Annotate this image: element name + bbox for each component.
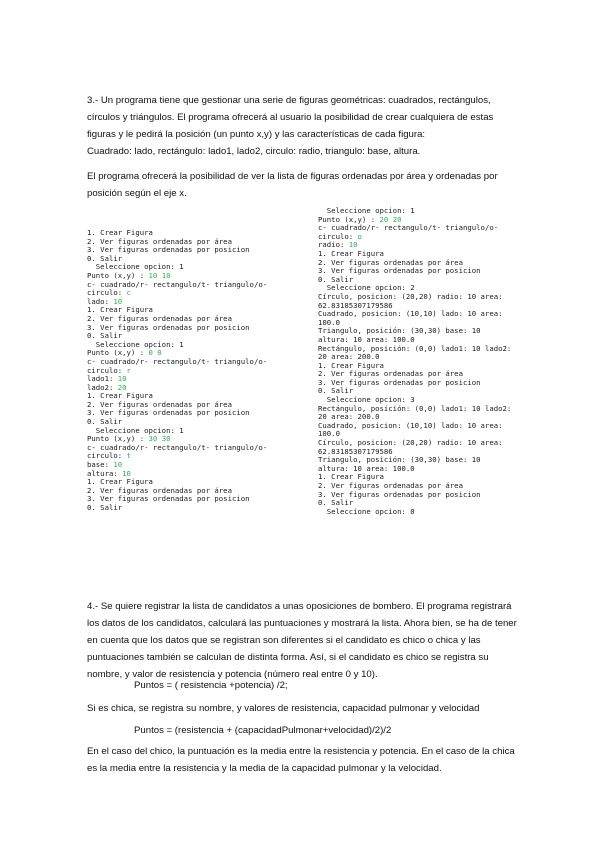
console-line: 1. Crear Figura [87,391,153,401]
console-line: 20 area: 200.0 [318,352,380,362]
console-line: Rectángulo, posición: (0,0) lado1: 10 lado2: [318,343,512,353]
console-line: 1. Crear Figura [87,305,153,315]
console-line: 0. Salir [87,503,123,512]
console-line: Punto (x,y) : 30 30 [87,434,171,444]
console-line: Triangulo, posición: (30,30) base: 10 [318,326,481,336]
console-line: 62.83185307179586 [318,446,393,456]
console-line: Seleccione opcion: 1 [87,262,184,272]
console-line: Seleccione opcion: 1 [318,206,415,215]
console-line: Cuadrado, posicion: (10,10) lado: 10 area: [318,309,503,319]
console-line: circulo: t [87,451,131,461]
exercise-3-listing-requirement: El programa ofrecerá la posibilidad de ver la lista de figuras ordenadas por área y ordenadas por posición según el eje x. [87,171,498,199]
exercise-4-chica-data: Si es chica, se registra su nombre, y valores de resistencia, capacidad pulmonar y velocidad [87,703,480,714]
console-line: Seleccione opcion: 0 [318,506,415,516]
console-line: circulo: r [87,365,131,375]
exercise-4-scoring-explanation: En el caso del chico, la puntuación es la media entre la resistencia y potencia. En el caso de la chica es la media entre la resistencia y la media de la capacidad pulmonar y la velocidad. [87,746,515,774]
console-line: 20 area: 200.0 [318,412,380,422]
console-line: Seleccione opcion: 1 [87,339,184,349]
formula-chico: Puntos = ( resistencia +potencia) /2; [134,680,288,691]
console-line: Círculo, posicion: (20,20) radio: 10 area: [318,438,503,448]
console-line: Punto (x,y) : 20 20 [318,214,402,224]
console-line: 2. Ver figuras ordenadas por área [318,369,463,379]
console-line: 1. Crear Figura [318,248,384,258]
console-line: 1. Crear Figura [87,477,153,487]
console-line: 1. Crear Figura [318,472,384,482]
console-line: Seleccione opcion: 3 [318,395,415,405]
console-line: 2. Ver figuras ordenadas por área [318,481,463,490]
console-line: 2. Ver figuras ordenadas por área [318,257,463,267]
console-line: 0. Salir [318,274,354,284]
console-line: 0. Salir [87,331,123,341]
console-line: circulo: o [318,231,362,241]
console-line: altura: 10 area: 100.0 [318,334,415,344]
console-line: 0. Salir [318,386,354,396]
console-line: radio: 10 [318,240,358,250]
console-line: c- cuadrado/r- rectangulo/t- triangulo/o- [87,279,268,289]
console-line: circulo: c [87,288,131,298]
console-line: 3. Ver figuras ordenadas por posicion [318,377,481,387]
console-line: 3. Ver figuras ordenadas por posicion [87,494,250,504]
console-line: c- cuadrado/r- rectangulo/t- triangulo/o- [318,223,499,233]
console-line: altura: 10 [87,468,131,478]
console-line: Seleccione opcion: 2 [318,283,415,293]
console-line: 100.0 [318,317,340,327]
console-line: lado2: 20 [87,382,127,392]
console-line: 2. Ver figuras ordenadas por área [87,236,232,246]
console-line: c- cuadrado/r- rectangulo/t- triangulo/o- [87,442,268,452]
console-line: 0. Salir [87,417,123,427]
console-line: altura: 10 area: 100.0 [318,463,415,473]
console-line: Círculo, posicion: (20,20) radio: 10 area: [318,291,503,301]
console-line: 3. Ver figuras ordenadas por posicion [87,322,250,332]
console-line: 2. Ver figuras ordenadas por área [87,399,232,409]
console-line: Rectángulo, posición: (0,0) lado1: 10 lado2: [318,403,512,413]
console-line: 3. Ver figuras ordenadas por posicion [87,408,250,418]
console-line: c- cuadrado/r- rectangulo/t- triangulo/o- [87,356,268,366]
console-line: 100.0 [318,429,340,439]
console-line: Cuadrado, posicion: (10,10) lado: 10 area: [318,420,503,430]
console-line: 3. Ver figuras ordenadas por posicion [318,266,481,276]
console-output-left [87,229,267,513]
console-line: 0. Salir [318,498,354,508]
console-line: 1. Crear Figura [87,228,153,237]
console-line [318,516,511,525]
console-line: Punto (x,y) : 0 0 [87,348,162,358]
console-line: lado1: 10 [87,374,127,384]
console-line: Punto (x,y) : 10 10 [87,270,171,280]
console-line: 2. Ver figuras ordenadas por área [87,485,232,495]
console-line: 1. Crear Figura [318,360,384,370]
console-line: Triangulo, posición: (30,30) base: 10 [318,455,481,465]
console-output-right [318,207,511,525]
formula-chica: Puntos = (resistencia + (capacidadPulmonar+velocidad)/2)/2 [134,725,392,736]
console-line: base: 10 [87,460,123,470]
console-line: lado: 10 [87,296,123,306]
console-line: 3. Ver figuras ordenadas por posicion [318,489,481,499]
console-line: 0. Salir [87,253,123,263]
exercise-3-statement: 3.- Un programa tiene que gestionar una serie de figuras geométricas: cuadrados, rectángulos, círculos y triángulos. El programa ofrecerá al usuario la posibilidad de crear cualquiera de estas figuras y le pedirá la posición (un punto x,y) y las características de cada figura: [87,95,494,140]
console-line: 3. Ver figuras ordenadas por posicion [87,245,250,255]
exercise-4-statement: 4.- Se quiere registrar la lista de candidatos a unas oposiciones de bombero. El programa registrará los datos de los candidatos, calculará las puntuaciones y mostrará la lista. Ahora bien, se ha de tener en cuenta que los datos que se registran son diferentes si el candidato es chico o chica y las puntuaciones también se calculan de distinta forma. Así, si el candidato es chico se registra su nombre, y valor de resistencia y potencia (número real entre 0 y 10). [87,601,517,680]
console-line: 2. Ver figuras ordenadas por área [87,313,232,323]
console-line: Seleccione opcion: 1 [87,425,184,435]
exercise-3-figure-attributes: Cuadrado: lado, rectángulo: lado1, lado2, circulo: radio, triangulo: base, altura. [87,146,421,157]
console-line: 62.83185307179586 [318,300,393,310]
